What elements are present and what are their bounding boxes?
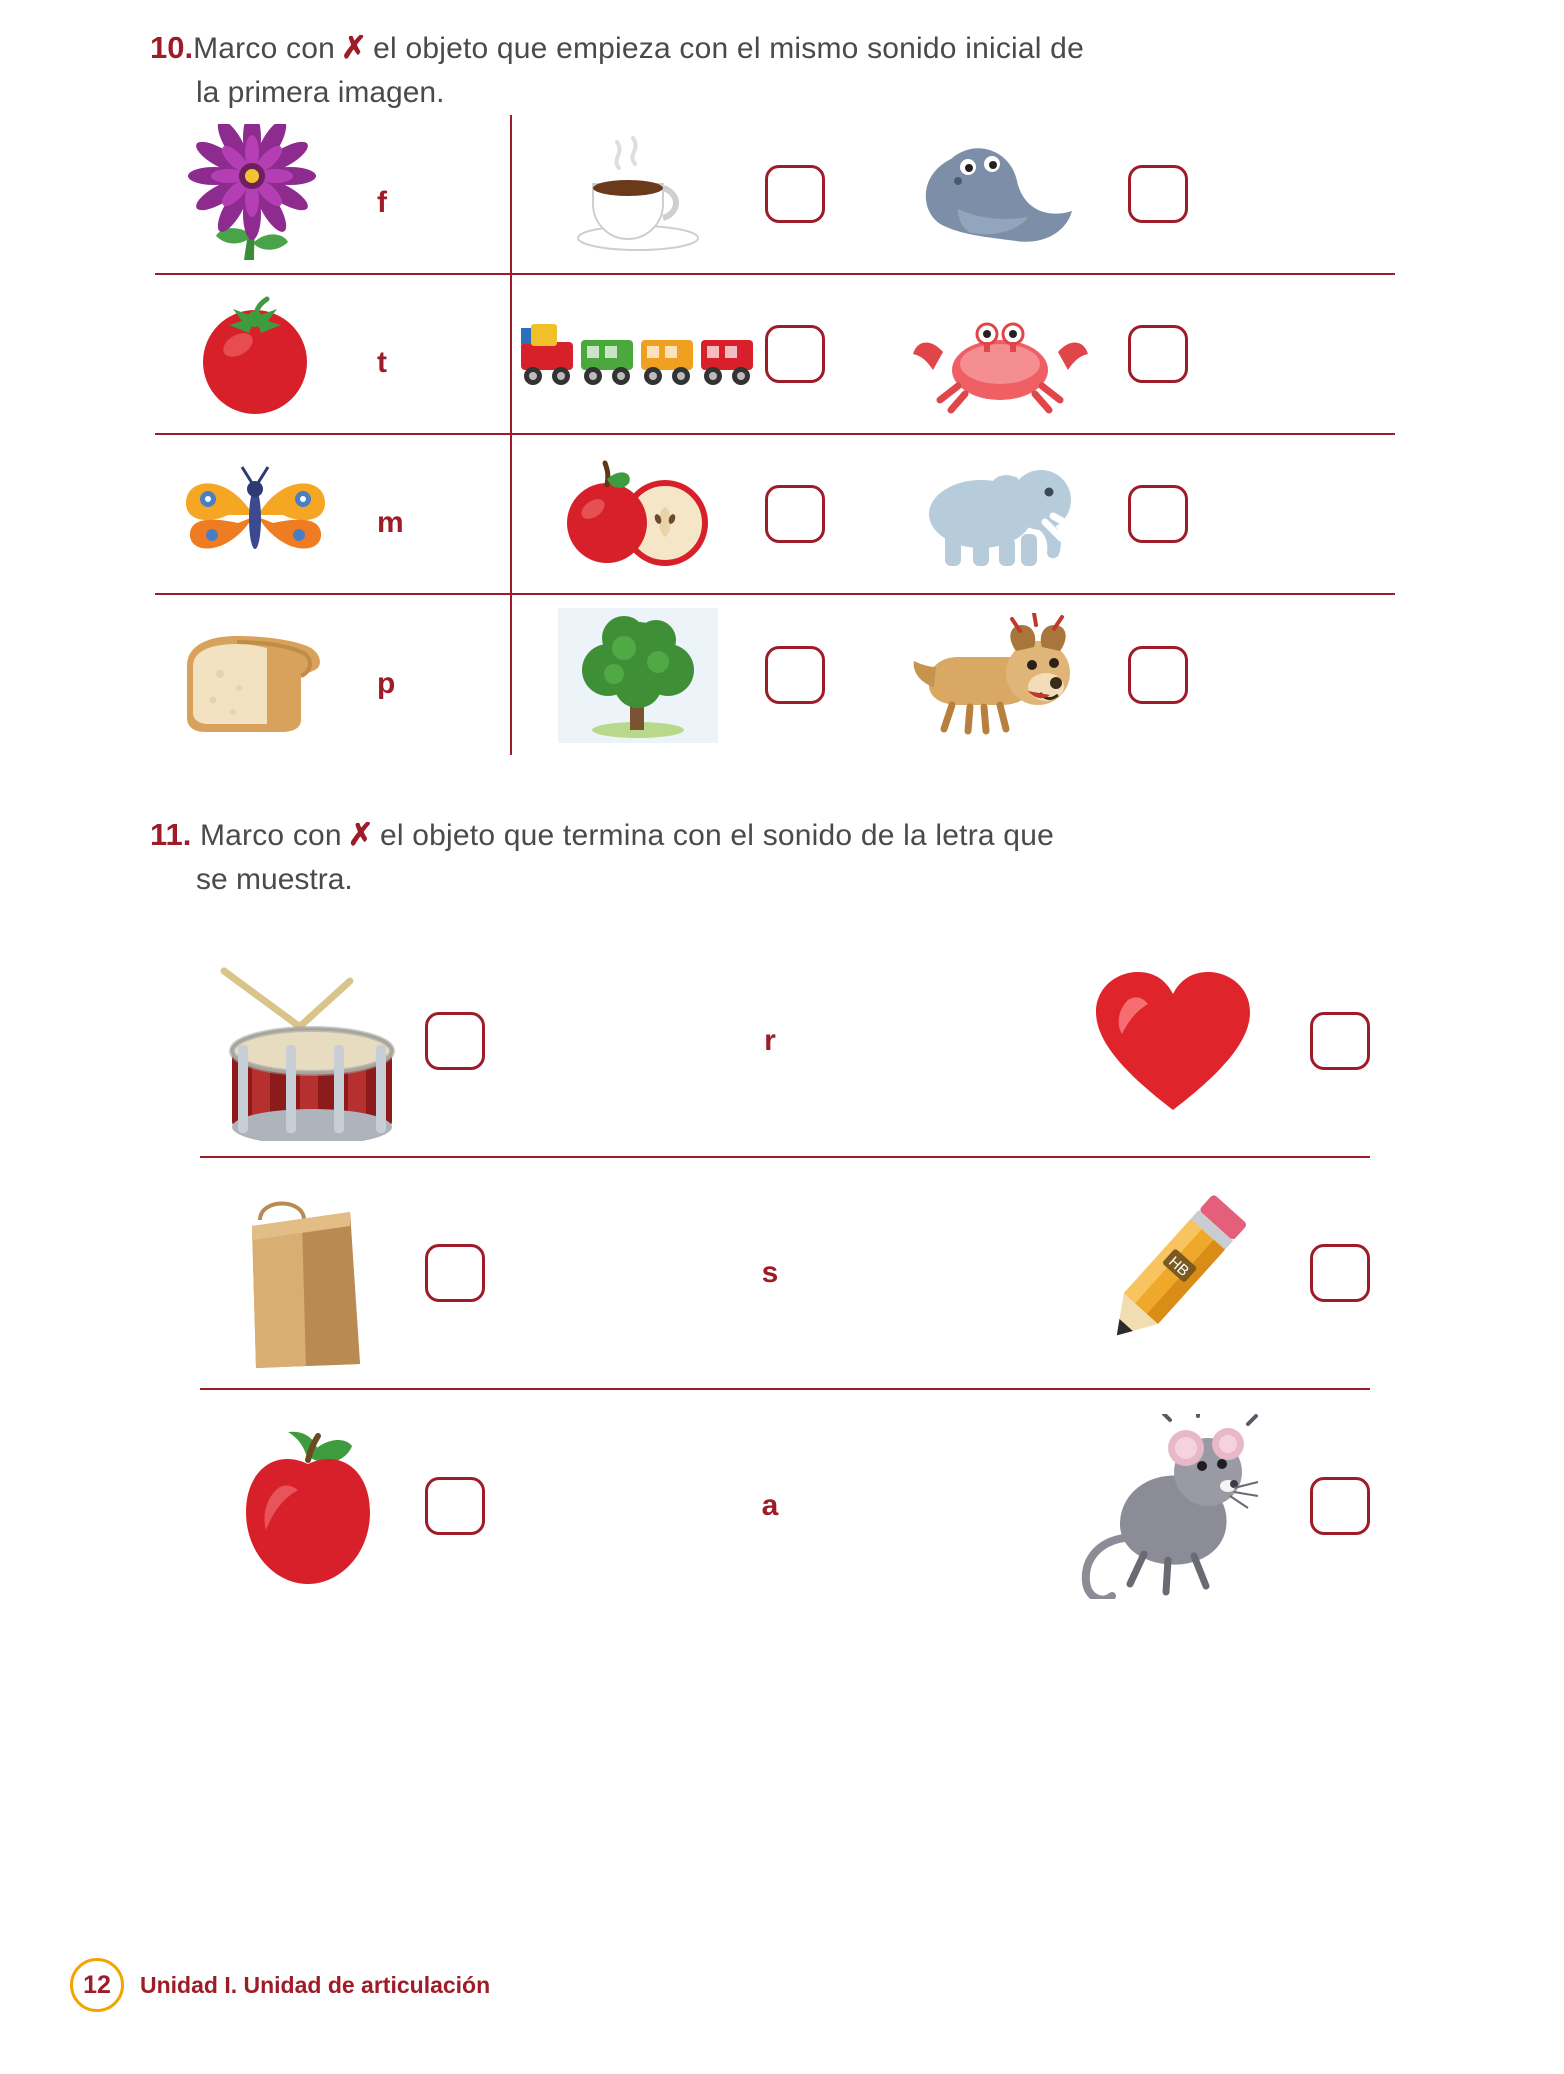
worksheet-page [0, 26, 1564, 2074]
option-cell [873, 115, 1188, 273]
checkbox[interactable] [1310, 1477, 1370, 1535]
apple-image [200, 1401, 415, 1611]
exercise-11-row [200, 926, 1370, 1158]
flower-image [155, 115, 355, 273]
prompt-part-2: el objeto que termina con el sonido de la letra que [379, 819, 1054, 852]
cue-cell [155, 435, 510, 593]
seal-image [873, 115, 1128, 273]
exercise-11-row [200, 1390, 1370, 1622]
exercise-10-row [155, 595, 1395, 755]
checkbox[interactable] [765, 165, 825, 223]
checkbox[interactable] [425, 1012, 485, 1070]
x-mark-icon: ✗ [340, 30, 368, 65]
right-option [1040, 1401, 1370, 1611]
toy-train-image [510, 275, 765, 433]
option-cell [510, 435, 825, 593]
checkbox[interactable] [425, 1244, 485, 1302]
vertical-divider [510, 115, 512, 273]
exercise-11 [0, 813, 1564, 1622]
heart-image [1058, 936, 1288, 1146]
coffee-cup-image [510, 115, 765, 273]
vertical-divider [510, 275, 512, 433]
exercise-10-grid [155, 115, 1395, 755]
target-letter: s [761, 1256, 779, 1289]
checkbox[interactable] [765, 646, 825, 704]
checkbox[interactable] [765, 485, 825, 543]
exercise-10-heading [0, 26, 1564, 71]
cue-letter: m [377, 506, 404, 539]
right-option [1040, 936, 1370, 1146]
checkbox[interactable] [765, 325, 825, 383]
checkbox[interactable] [1128, 165, 1188, 223]
exercise-11-number: 11. [150, 817, 192, 852]
left-option [200, 1401, 500, 1611]
target-letter: a [761, 1489, 779, 1522]
cue-cell [155, 115, 510, 273]
vertical-divider [510, 435, 512, 593]
prompt-part-2: el objeto que empieza con el mismo sonido inicial de [373, 32, 1084, 65]
left-option [200, 1168, 500, 1378]
prompt-part-1: Marco con [193, 32, 335, 65]
cue-cell [155, 275, 510, 433]
pencil-image [1058, 1168, 1288, 1378]
exercise-10-prompt-line2: la primera imagen. [196, 76, 445, 109]
exercise-11-heading [0, 813, 1564, 858]
cue-letter: p [377, 667, 396, 700]
vertical-divider [510, 595, 512, 755]
left-option [200, 936, 500, 1146]
option-cell [873, 595, 1188, 755]
tomato-image [155, 275, 355, 433]
exercise-10-number: 10. [150, 30, 194, 65]
checkbox[interactable] [1310, 1244, 1370, 1302]
butterfly-image [155, 435, 355, 593]
tree-image [510, 595, 765, 755]
cue-letter: f [377, 186, 387, 219]
checkbox[interactable] [1128, 485, 1188, 543]
crab-image [873, 275, 1128, 433]
cue-cell [155, 595, 510, 755]
mouse-image [1058, 1401, 1288, 1611]
x-mark-icon: ✗ [347, 817, 374, 852]
exercise-11-row [200, 1158, 1370, 1390]
elephant-image [873, 435, 1128, 593]
target-letter: r [764, 1024, 776, 1057]
option-cell [873, 435, 1188, 593]
drum-image [200, 936, 415, 1146]
exercise-10-row [155, 435, 1395, 595]
exercise-10-prompt [193, 26, 1084, 71]
checkbox[interactable] [425, 1477, 485, 1535]
checkbox[interactable] [1128, 325, 1188, 383]
dog-image [873, 595, 1128, 755]
option-cell [510, 275, 825, 433]
cue-letter: t [377, 346, 387, 379]
page-footer [70, 1958, 490, 2012]
apples-image [510, 435, 765, 593]
unit-label: Unidad I. Unidad de articulación [140, 1971, 491, 1998]
exercise-11-grid [200, 926, 1370, 1622]
option-cell [510, 595, 825, 755]
right-option [1040, 1168, 1370, 1378]
exercise-10-row [155, 275, 1395, 435]
exercise-10 [0, 26, 1564, 755]
checkbox[interactable] [1128, 646, 1188, 704]
page-number-badge: 12 [70, 1958, 124, 2012]
bread-loaf-image [155, 595, 355, 755]
svg-text:HB: HB [1165, 1252, 1193, 1280]
prompt-part-1: Marco con [199, 819, 342, 852]
option-cell [510, 115, 825, 273]
exercise-11-prompt-line2: se muestra. [196, 863, 353, 896]
paper-bag-image [200, 1168, 415, 1378]
exercise-10-row [155, 115, 1395, 275]
option-cell [873, 275, 1188, 433]
checkbox[interactable] [1310, 1012, 1370, 1070]
exercise-11-prompt [191, 813, 1054, 858]
